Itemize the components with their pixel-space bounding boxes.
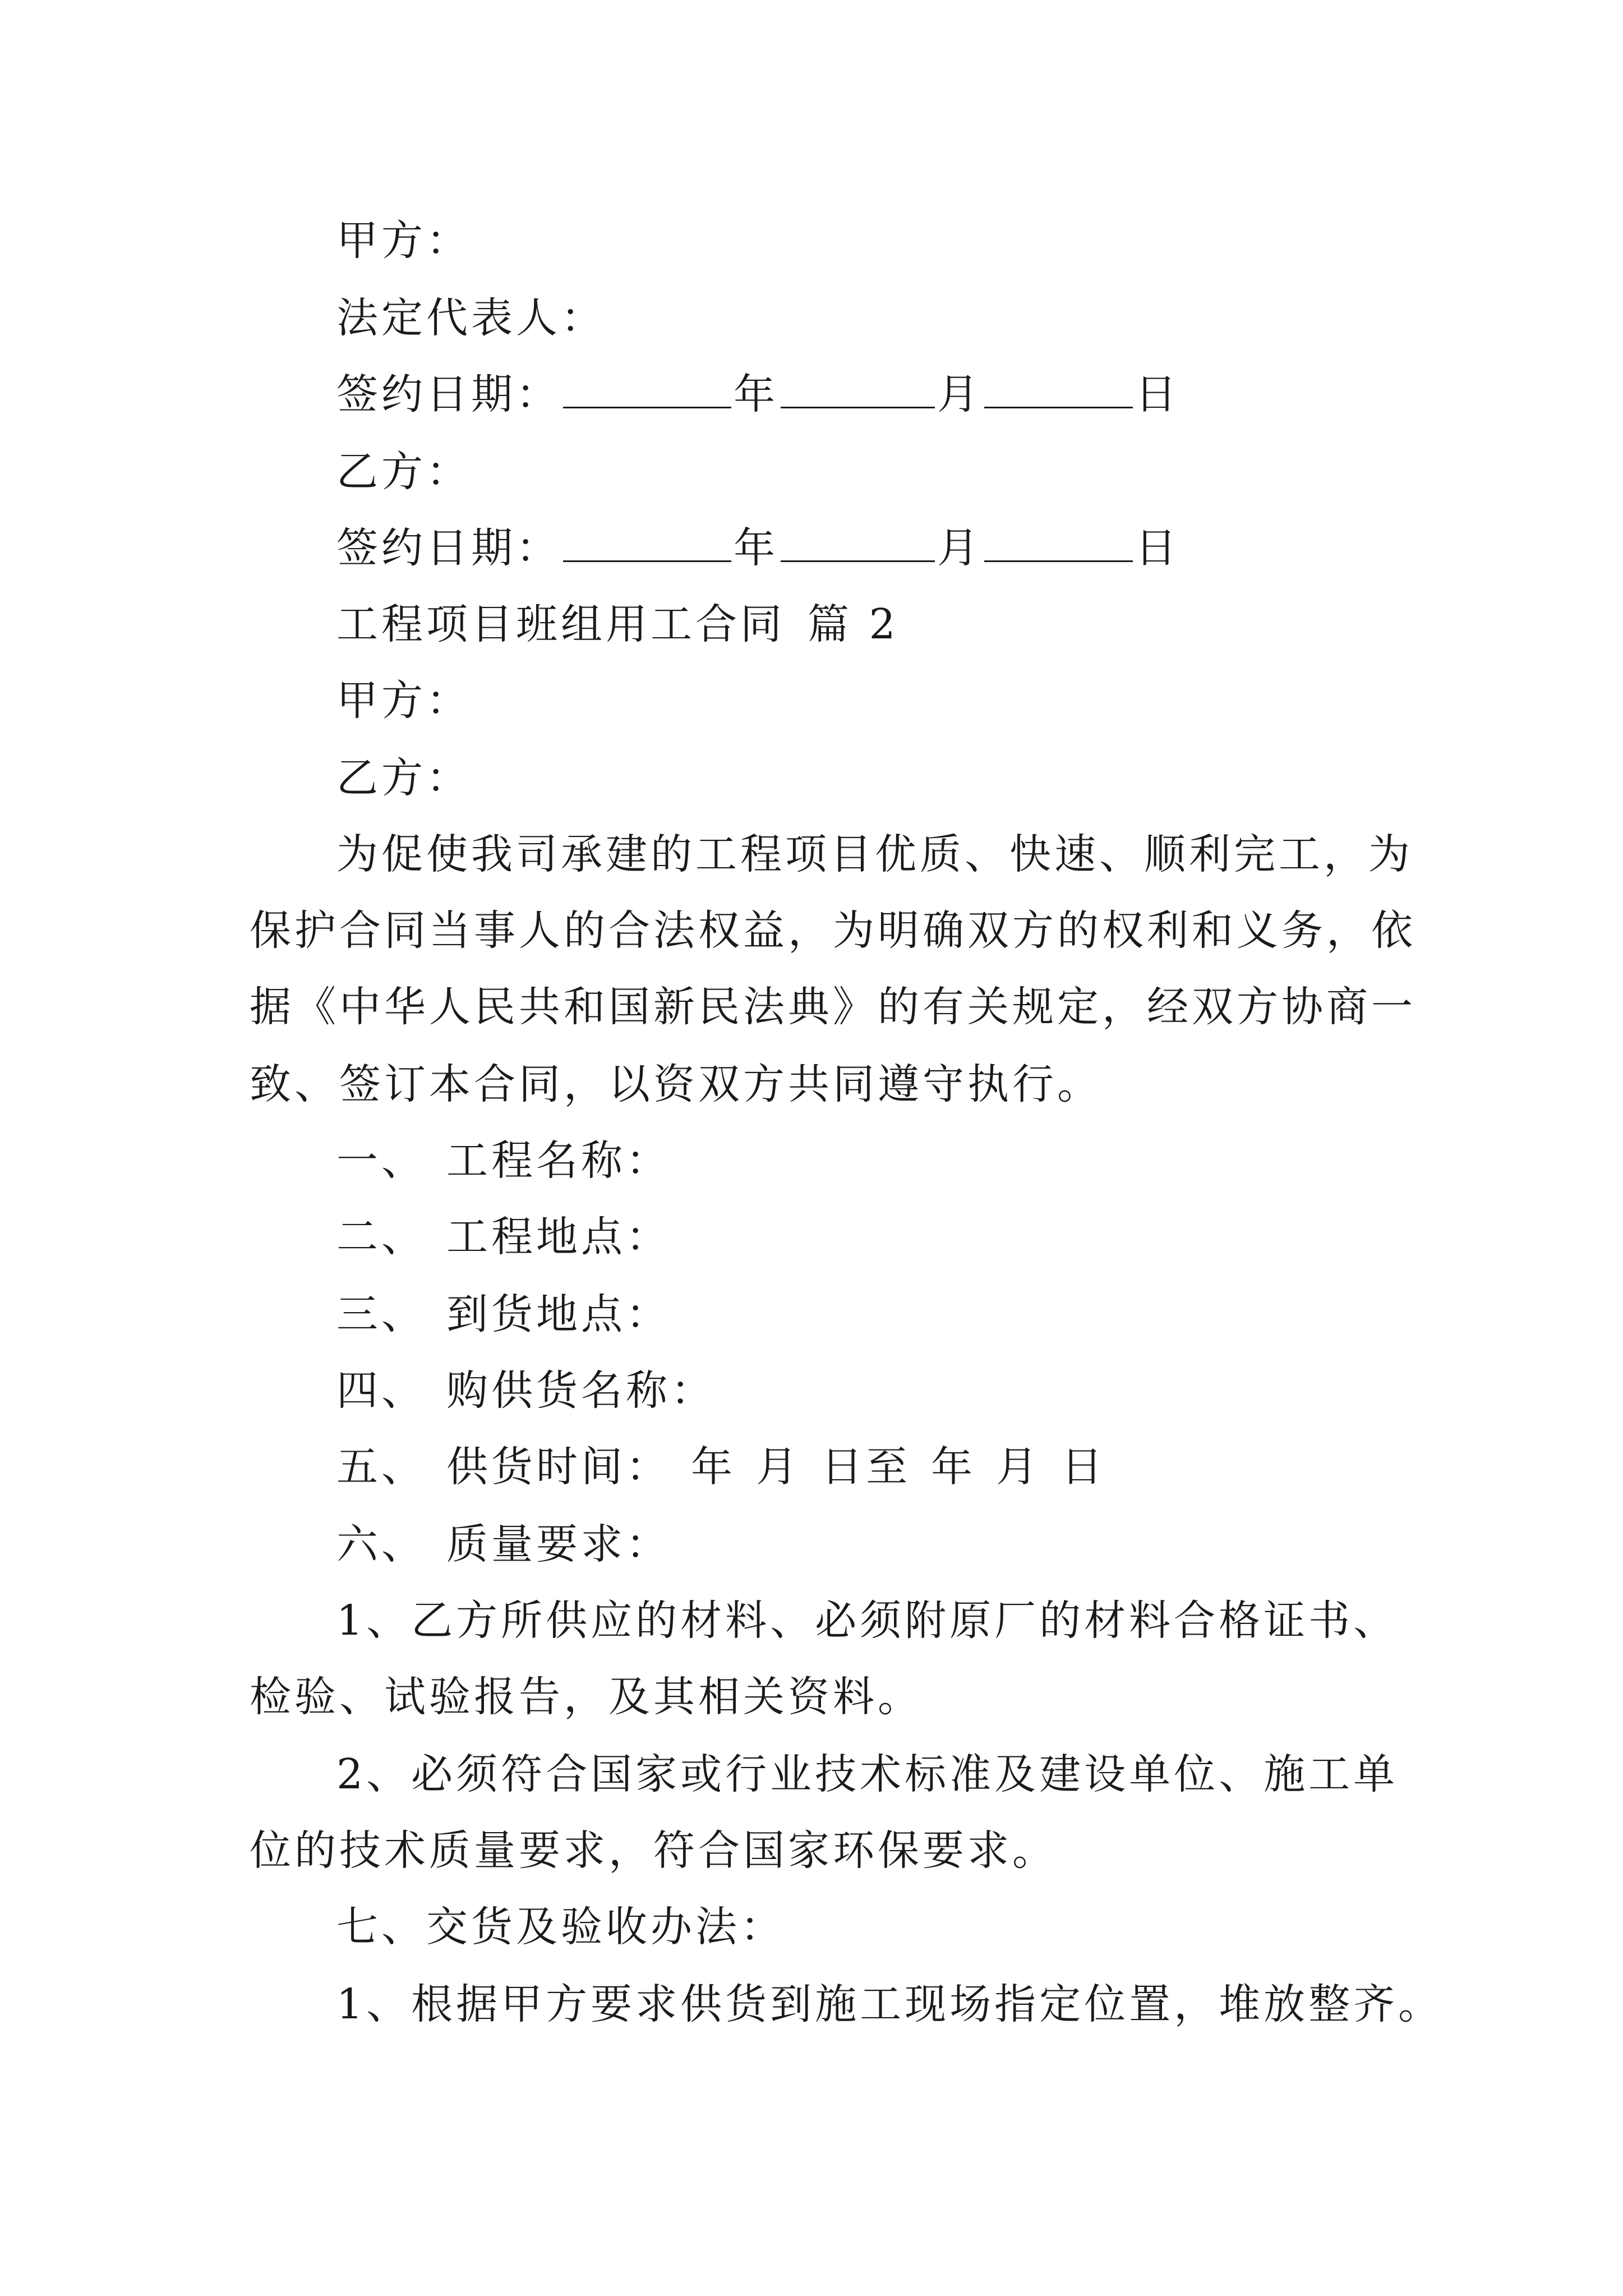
- legal-representative-line: 法定代表人：: [336, 294, 606, 342]
- item-number: 二、: [336, 1213, 426, 1261]
- item-label: 工程名称：: [446, 1137, 671, 1185]
- item-goods-name: [336, 1366, 716, 1415]
- intro-line-4: 致、签订本合同，以资双方共同遵守执行。: [250, 1060, 1102, 1108]
- start-month: 月: [756, 1443, 801, 1491]
- item-delivery-location: [336, 1290, 671, 1338]
- item-label: 质量要求：: [446, 1520, 671, 1568]
- party-b-line: 乙方：: [336, 448, 471, 496]
- quality-item-2-line-1: 2、必须符合国家或行业技术标准及建设单位、施工单: [336, 1750, 1399, 1798]
- quality-item-2-line-2: 位的技术质量要求，符合国家环保要求。: [250, 1826, 1057, 1875]
- end-month: 月: [996, 1443, 1041, 1491]
- month-label: 月: [937, 524, 982, 572]
- quality-item-1-line-1: 1、乙方所供应的材料、必须附原厂的材料合格证书、: [336, 1596, 1399, 1645]
- item-quality: [336, 1520, 671, 1568]
- signing-date-line-b: [336, 524, 1180, 572]
- item-project-location: [336, 1213, 671, 1261]
- item-number: 六、: [336, 1520, 426, 1568]
- start-year: 年: [691, 1443, 736, 1491]
- day-blank: [984, 374, 1133, 408]
- end-year: 年: [931, 1443, 976, 1491]
- year-label: 年: [734, 524, 778, 572]
- year-blank: [563, 528, 731, 562]
- day-label: 日: [1135, 370, 1180, 418]
- start-day-to: 日至: [821, 1443, 911, 1491]
- item-number: 五、: [336, 1443, 426, 1491]
- item-number: 一、: [336, 1137, 426, 1185]
- item-label: 工程地点：: [446, 1213, 671, 1261]
- year-label: 年: [734, 370, 778, 418]
- month-label: 月: [937, 370, 982, 418]
- item-label: 到货地点：: [446, 1290, 671, 1338]
- item-number: 三、: [336, 1290, 426, 1338]
- month-blank: [781, 374, 935, 408]
- contract2-party-a: 甲方：: [336, 677, 471, 725]
- quality-item-1-line-2: 检验、试验报告，及其相关资料。: [250, 1673, 923, 1721]
- item-number: 四、: [336, 1366, 426, 1415]
- signing-date-line: [336, 370, 1180, 418]
- month-blank: [781, 528, 935, 562]
- contract2-party-b: 乙方：: [336, 754, 471, 802]
- day-blank: [984, 528, 1133, 562]
- contract-title-text: 工程项目班组用工合同: [336, 600, 785, 648]
- contract-title: [336, 600, 899, 648]
- item-label: 供货时间：: [446, 1443, 671, 1491]
- item-label: 购供货名称：: [446, 1366, 716, 1415]
- delivery-heading: 七、交货及验收办法：: [336, 1903, 785, 1951]
- signing-date-label: 签约日期：: [336, 524, 561, 572]
- day-label: 日: [1135, 524, 1180, 572]
- year-blank: [563, 374, 731, 408]
- signing-date-label: 签约日期：: [336, 370, 561, 418]
- contract-part: 篇 2: [808, 600, 899, 648]
- intro-line-1: 为促使我司承建的工程项目优质、快速、顺利完工，为: [336, 830, 1413, 878]
- end-day: 日: [1061, 1443, 1106, 1491]
- intro-line-3: 据《中华人民共和国新民法典》的有关规定，经双方协商一: [250, 983, 1416, 1031]
- intro-line-2: 保护合同当事人的合法权益，为明确双方的权利和义务，依: [250, 907, 1416, 955]
- delivery-item-1: 1、根据甲方要求供货到施工现场指定位置，堆放整齐。: [336, 1980, 1444, 2028]
- item-project-name: [336, 1137, 671, 1185]
- item-supply-time: [336, 1443, 1106, 1491]
- party-a-line: 甲方：: [336, 217, 471, 265]
